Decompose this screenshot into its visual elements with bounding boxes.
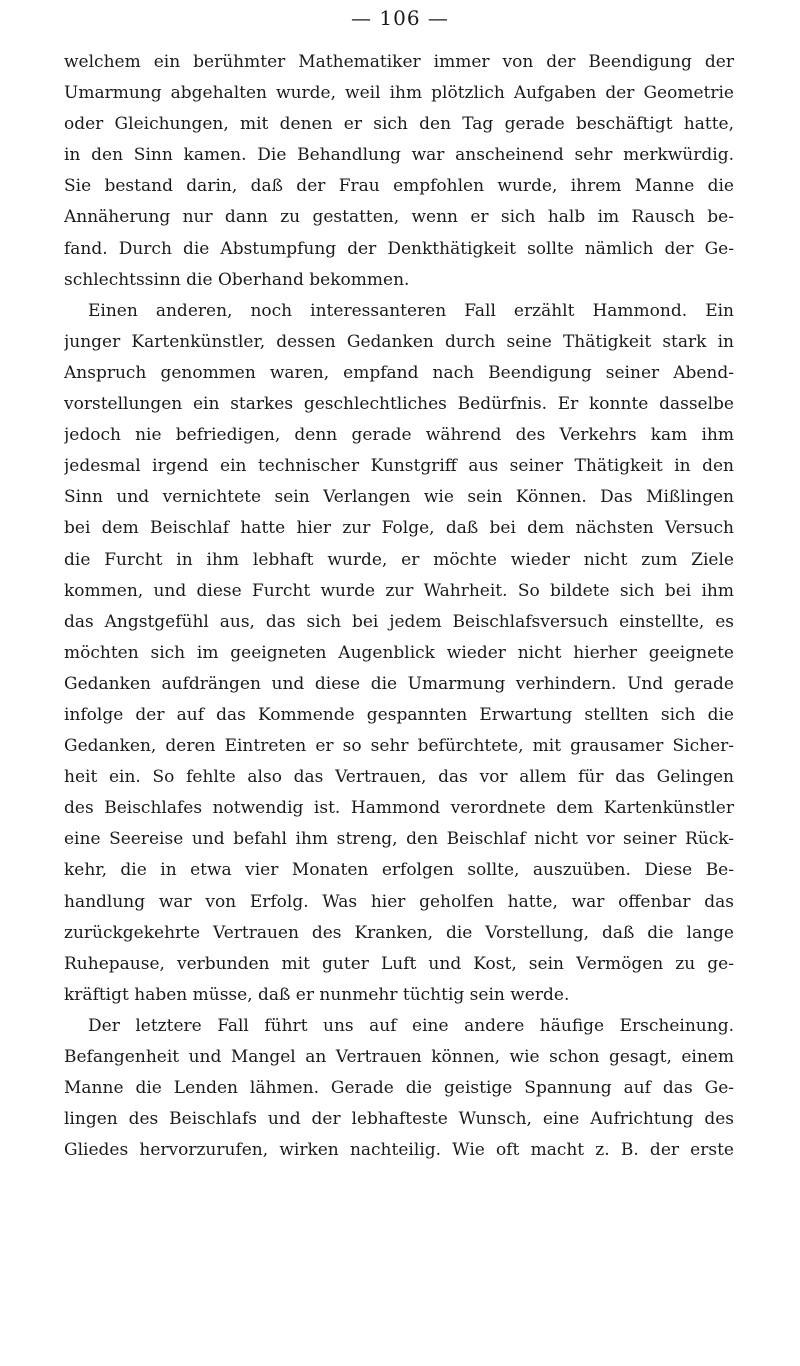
text-line: Gedanken, deren Eintreten er so sehr befürchtete, mit grausamer Sicher- [64,736,734,757]
text-line: Anspruch genommen waren, empfand nach Beendigung seiner Abend- [64,362,734,383]
text-line: kräftigt haben müsse, daß er nunmehr tüchtig sein werde. [64,984,570,1005]
text-line: Umarmung abgehalten wurde, weil ihm plötzlich Aufgaben der Geometrie [64,83,734,104]
text-line: Gliedes hervorzurufen, wirken nachteilig. Wie oft macht z. B. der erste [64,1140,734,1161]
text-line: das Angstgefühl aus, das sich bei jedem Beischlafsversuch einstellte, es [64,611,734,632]
text-line: kommen, und diese Furcht wurde zur Wahrheit. So bildete sich bei ihm [64,580,734,601]
text-line: jedesmal irgend ein technischer Kunstgriff aus seiner Thätigkeit in den [64,456,734,477]
text-line: Sinn und vernichtete sein Verlangen wie sein Können. Das Mißlingen [64,487,734,508]
text-line: Gedanken aufdrängen und diese die Umarmung verhindern. Und gerade [64,673,734,694]
text-line: des Beischlafes notwendig ist. Hammond verordnete dem Kartenkünstler [64,798,734,819]
text-line: zurückgekehrte Vertrauen des Kranken, die Vorstellung, daß die lange [64,922,734,943]
text-line: Manne die Lenden lähmen. Gerade die geistige Spannung auf das Ge- [64,1078,734,1099]
text-line: Der letztere Fall führt uns auf eine andere häufige Erscheinung. [88,1015,734,1036]
text-line: fand. Durch die Abstumpfung der Denkthätigkeit sollte nämlich der Ge- [64,238,734,259]
text-line: welchem ein berühmter Mathematiker immer von der Beendigung der [64,52,734,72]
text-line: vorstellungen ein starkes geschlechtliches Bedürfnis. Er konnte dasselbe [64,394,734,415]
text-line: Ruhepause, verbunden mit guter Luft und Kost, sein Vermögen zu ge- [64,953,734,974]
text-line: Annäherung nur dann zu gestatten, wenn er sich halb im Rausch be- [64,207,734,228]
text-line: handlung war von Erfolg. Was hier geholfen hatte, war offenbar das [64,891,734,912]
text-line: Sie bestand darin, daß der Frau empfohlen wurde, ihrem Manne die [64,176,734,197]
text-line: die Furcht in ihm lebhaft wurde, er möchte wieder nicht zum Ziele [64,549,734,570]
text-line: schlechtssinn die Oberhand bekommen. [64,269,410,290]
text-line: möchten sich im geeigneten Augenblick wieder nicht hierher geeignete [64,642,734,663]
text-line: lingen des Beischlafs und der lebhafteste Wunsch, eine Aufrichtung des [64,1109,734,1130]
text-line: Befangenheit und Mangel an Vertrauen können, wie schon gesagt, einem [64,1047,734,1067]
text-line: heit ein. So fehlte also das Vertrauen, das vor allem für das Gelingen [64,767,734,788]
text-line: Einen anderen, noch interessanteren Fall erzählt Hammond. Ein [88,300,734,321]
text-line: kehr, die in etwa vier Monaten erfolgen sollte, auszuüben. Diese Be- [64,860,734,881]
body-text [64,47,734,1166]
text-line: bei dem Beischlaf hatte hier zur Folge, daß bei dem nächsten Versuch [64,518,734,539]
text-line: jedoch nie befriedigen, denn gerade während des Verkehrs kam ihm [64,425,734,446]
text-line: eine Seereise und befahl ihm streng, den Beischlaf nicht vor seiner Rück- [64,829,734,850]
text-line: in den Sinn kamen. Die Behandlung war anscheinend sehr merkwürdig. [64,145,734,166]
text-line: infolge der auf das Kommende gespannten Erwartung stellten sich die [64,704,734,725]
text-line: junger Kartenkünstler, dessen Gedanken durch seine Thätigkeit stark in [64,331,734,352]
page-number: — 106 — [351,6,449,30]
text-line: oder Gleichungen, mit denen er sich den Tag gerade beschäftigt hatte, [64,114,734,135]
